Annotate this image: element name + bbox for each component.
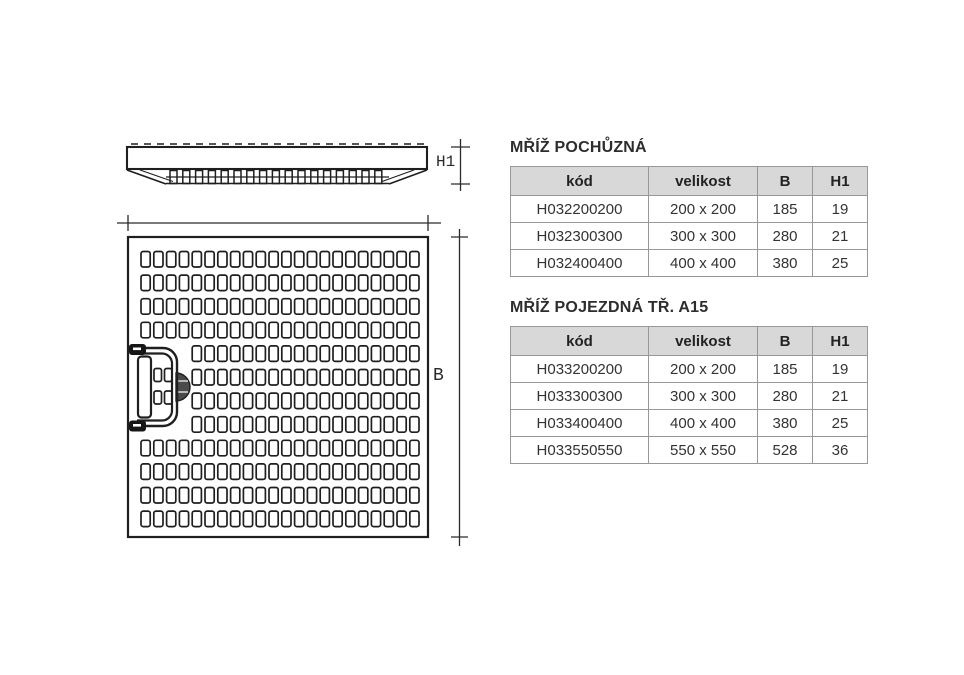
spec-tables-column: [510, 139, 872, 464]
column-header-kód: kód: [511, 327, 649, 356]
side-view: [127, 144, 427, 184]
cell-b: 280: [758, 223, 813, 250]
dim-label-b: B: [433, 366, 444, 386]
spec-row: [511, 223, 868, 250]
cell-b: 280: [758, 383, 813, 410]
cell-kód: H033200200: [511, 356, 649, 383]
cell-b: 528: [758, 437, 813, 464]
section-mriz-pojezdna: [510, 299, 872, 464]
section-mriz-pochuzna: [510, 139, 872, 277]
grate-technical-drawing: [0, 0, 500, 600]
dim-label-h1: H1: [436, 153, 456, 171]
cell-velikost: 200 x 200: [649, 196, 758, 223]
spec-row: [511, 250, 868, 277]
pivot-top-slit: [133, 348, 141, 351]
cell-b: 185: [758, 196, 813, 223]
pivot-bottom-slit: [133, 424, 141, 427]
column-header-velikost: velikost: [649, 327, 758, 356]
cell-h1: 21: [813, 383, 868, 410]
cell-kód: H033300300: [511, 383, 649, 410]
cell-b: 185: [758, 356, 813, 383]
column-header-kód: kód: [511, 167, 649, 196]
table-title-pochuzna: MŘÍŽ POCHŮZNÁ: [510, 139, 647, 156]
cell-velikost: 550 x 550: [649, 437, 758, 464]
dim-top-width: [117, 215, 441, 231]
cell-h1: 19: [813, 196, 868, 223]
cell-kód: H033400400: [511, 410, 649, 437]
table-title-pojezdna: MŘÍŽ POJEZDNÁ TŘ. A15: [510, 299, 709, 316]
cell-velikost: 300 x 300: [649, 383, 758, 410]
column-header-b: B: [758, 327, 813, 356]
cell-b: 380: [758, 250, 813, 277]
cell-h1: 36: [813, 437, 868, 464]
spec-row: [511, 437, 868, 464]
cell-h1: 19: [813, 356, 868, 383]
cell-kód: H032400400: [511, 250, 649, 277]
spec-row: [511, 410, 868, 437]
cell-velikost: 200 x 200: [649, 356, 758, 383]
cell-h1: 25: [813, 410, 868, 437]
column-header-velikost: velikost: [649, 167, 758, 196]
column-header-b: B: [758, 167, 813, 196]
spec-table-pojezdna: [510, 326, 868, 464]
handle-grip: [138, 357, 151, 418]
dim-b: [451, 229, 468, 546]
cell-b: 380: [758, 410, 813, 437]
spec-row: [511, 383, 868, 410]
cell-kód: H033550550: [511, 437, 649, 464]
cell-velikost: 300 x 300: [649, 223, 758, 250]
spec-row: [511, 196, 868, 223]
plan-view: [128, 237, 428, 537]
header-row: [511, 327, 868, 356]
spec-row: [511, 356, 868, 383]
cell-kód: H032200200: [511, 196, 649, 223]
column-header-h1: H1: [813, 327, 868, 356]
cell-h1: 25: [813, 250, 868, 277]
spec-table-pochuzna: [510, 166, 868, 277]
header-row: [511, 167, 868, 196]
column-header-h1: H1: [813, 167, 868, 196]
cell-velikost: 400 x 400: [649, 410, 758, 437]
side-plate: [127, 147, 427, 169]
cell-velikost: 400 x 400: [649, 250, 758, 277]
cell-kód: H032300300: [511, 223, 649, 250]
cell-h1: 21: [813, 223, 868, 250]
